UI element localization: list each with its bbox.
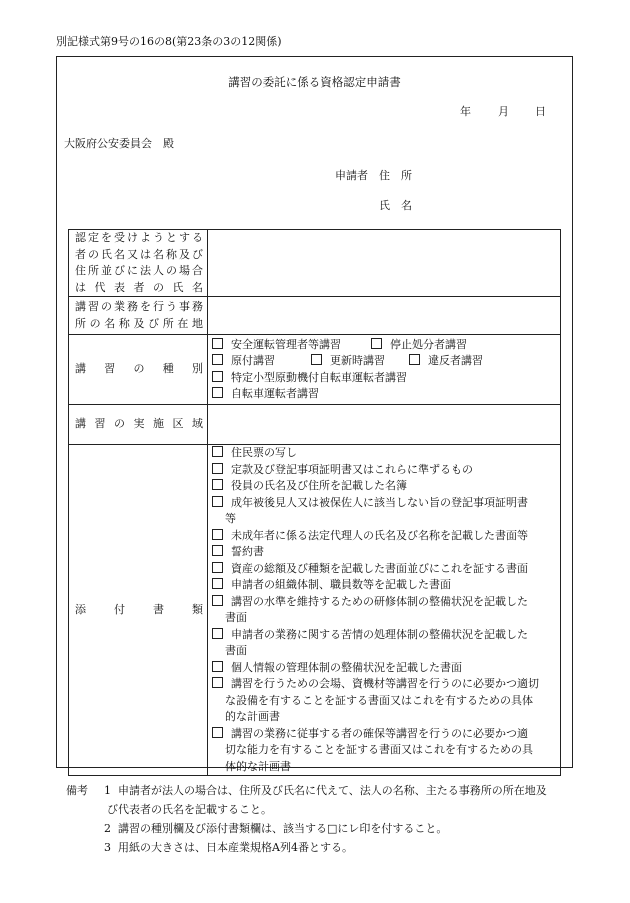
types-label: 講習の種別 (69, 335, 208, 405)
checkbox[interactable] (212, 479, 223, 490)
checkbox[interactable] (212, 529, 223, 540)
date-day: 日 (535, 105, 546, 118)
checkbox[interactable] (409, 354, 420, 365)
addressee: 大阪府公安委員会 殿 (64, 137, 174, 150)
attachments-label: 添付書類 (69, 445, 208, 776)
notes (66, 781, 586, 857)
checkbox[interactable] (212, 354, 223, 365)
area-field[interactable] (208, 405, 561, 445)
date-month: 月 (498, 105, 509, 118)
checkbox[interactable] (212, 545, 223, 556)
table-row (69, 405, 561, 445)
note-2: 2 講習の種別欄及び添付書類欄は、該当する□にレ印を付すること。 (104, 822, 448, 835)
checkbox[interactable] (212, 595, 223, 606)
checkbox[interactable] (212, 661, 223, 672)
checkbox[interactable] (212, 371, 223, 382)
checkbox[interactable] (212, 496, 223, 507)
checkbox[interactable] (212, 387, 223, 398)
form-frame (56, 56, 573, 773)
designee-label: 認定を受けようとする 者の氏名又は名称及び 住所並びに法人の場合 は代表者の氏名 (69, 230, 208, 297)
note-1-cont: び代表者の氏名を記載すること。 (107, 803, 272, 816)
applicant-name-label: 氏 名 (379, 199, 412, 212)
note-1: 備考 1 申請者が法人の場合は、住所及び氏名に代えて、法人の名称、主たる事務所の所在地及 (66, 784, 547, 797)
table-row (69, 335, 561, 405)
form-title: 講習の委託に係る資格認定申請書 (228, 75, 401, 89)
checkbox[interactable] (212, 727, 223, 738)
checkbox[interactable] (212, 628, 223, 639)
checkbox[interactable] (371, 338, 382, 349)
table-row (69, 445, 561, 776)
application-table (68, 229, 561, 776)
form-reference: 別記様式第9号の16の8(第23条の3の12関係) (56, 35, 282, 48)
types-field: 安全運転管理者等講習 停止処分者講習 原付講習 更新時講習 違反者講習 特定小型原動機付自転車運転者講習 自転車運転者講習 (208, 335, 561, 405)
area-label: 講習の実施区域 (69, 405, 208, 445)
designee-field[interactable] (208, 230, 561, 297)
office-label: 講習の業務を行う事務 所の名称及び所在地 (69, 297, 208, 335)
date-year: 年 (460, 105, 471, 118)
table-row (69, 297, 561, 335)
checkbox[interactable] (311, 354, 322, 365)
checkbox[interactable] (212, 578, 223, 589)
attachments-field: 住民票の写し 定款及び登記事項証明書又はこれらに準ずるもの 役員の氏名及び住所を記載した名簿 成年被後見人又は被保佐人に該当しない旨の登記事項証明書 等 未成年者に係る法定代理人の氏名及び名称を記載した書面等 誓約書 資産の総額及び種類を記載した書面並びにこれを証する書面 申請者の組織体制、職員数等を記載した書面 講習の水準を維持するための研修体制の整備状況を記載した 書面 申請者の業務に関する苦情の処理体制の整備状況を記載した 書面 個人情報の管理体制の整備状況を記載した書面 講習を行うための会場、資機材等講習を行うのに必要かつ適切 な設備を有することを証する書面又はこれを有するための具体 的な計画書 講習の業務に従事する者の確保等講習を行うのに必要かつ適 切な能力を有することを証する書面又はこれを有するための具 体的な計画書 (208, 445, 561, 776)
checkbox[interactable] (212, 562, 223, 573)
checkbox[interactable] (212, 446, 223, 457)
applicant-address-label: 申請者 住 所 (335, 169, 412, 182)
office-field[interactable] (208, 297, 561, 335)
table-row (69, 230, 561, 297)
checkbox[interactable] (212, 463, 223, 474)
note-3: 3 用紙の大きさは、日本産業規格A列4番とする。 (104, 841, 353, 854)
checkbox[interactable] (212, 338, 223, 349)
checkbox[interactable] (212, 677, 223, 688)
